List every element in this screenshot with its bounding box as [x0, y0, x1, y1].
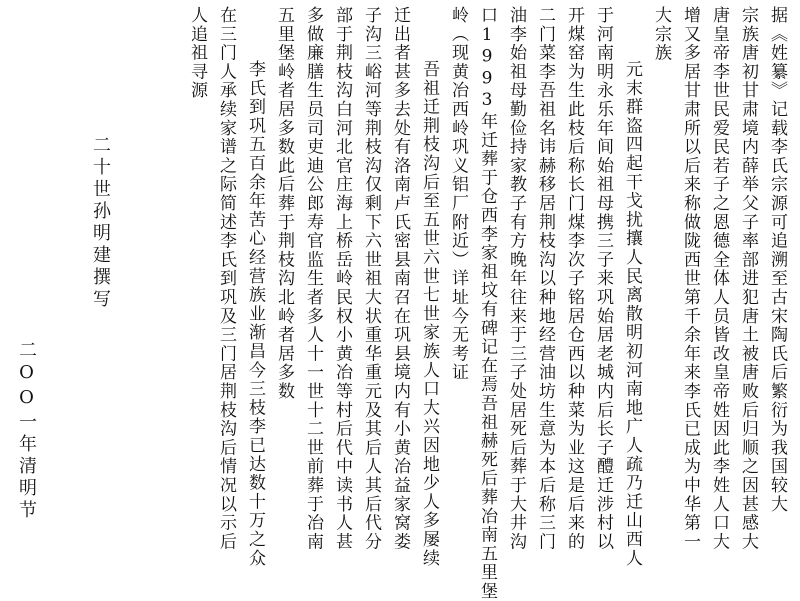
- text-column-15: 子沟三峪河等荆枝沟仅剩下六世祖大状重华重元及其后人其后代分: [361, 6, 381, 552]
- author-signature: 二十世孙明建撰写: [90, 135, 111, 311]
- text-column-21: 人追祖寻源: [187, 6, 207, 100]
- text-column-1: 据《姓纂》记载李氏宗源可追溯至古宋陶氏后繁衍为我国较大: [767, 6, 787, 514]
- text-column-10: 油李始祖母勤俭持家教子有方晚年往来于三子处居死后葬于大井沟: [506, 6, 526, 552]
- text-column-4: 增又多居甘肃所以后来称做陇西世第千余年来李氏已成为中华第一: [680, 6, 700, 552]
- date-line: 二ΟΟ一年清明节: [16, 340, 37, 522]
- text-column-17: 多做廉膳生员司吏迪公郎寿官监生者多人十一世十二世前葬于冶南: [303, 6, 323, 552]
- text-column-12: 岭（现黄冶西岭巩义铝厂附近）详址今无考证: [448, 6, 468, 382]
- text-column-7: 于河南明永乐年间始祖母携三子来巩始居老城内后长子醴迁涉村以: [593, 6, 613, 552]
- text-column-14: 迁出者甚多去处有洛南卢氏密县南召在巩县境内有小黄冶益家窝娄: [390, 6, 410, 552]
- text-column-11: 口1993年迁葬于仓西李家祖坟有碑记在焉吾祖赫死后葬冶南五里堡: [477, 6, 497, 601]
- text-column-16: 部于荆枝沟白河北官庄海上桥岳岭民权小黄冶等村后代中读书人甚: [332, 6, 352, 552]
- text-column-2: 宗族唐初甘肃境内薛举父子率部进犯唐土被唐败后归顺之因甚感大: [738, 6, 758, 552]
- text-column-3: 唐皇帝李世民爱民若子之恩德全体人员皆改皇帝姓因此李姓人口大: [709, 6, 729, 552]
- text-column-5: 大宗族: [651, 6, 671, 63]
- text-column-19: 李氏到巩五百余年苦心经营族业渐昌今三枝李已达数十万之众: [245, 60, 265, 568]
- text-column-20: 在三门人承续家谱之际简述李氏到巩及三门居荆枝沟后情况以示后: [216, 6, 236, 552]
- text-column-13: 吾祖迁荆枝沟后至五世六世七世家族人口大兴因地少人多屡续: [419, 60, 439, 568]
- text-column-6: 元末群盗四起干戈扰攘人民离散明初河南地广人疏乃迁山西人: [622, 60, 642, 568]
- text-column-9: 二门菜李吾祖名讳赫移居荆枝沟以种地经营油坊生意为本后称三门: [535, 6, 555, 552]
- text-column-18: 五里堡岭者居多数此后葬于荆枝沟北岭者居多数: [274, 6, 294, 401]
- text-column-8: 开煤窑为生此枝后称长门煤李次子铭居仓西以种菜为业这是后来的: [564, 6, 584, 552]
